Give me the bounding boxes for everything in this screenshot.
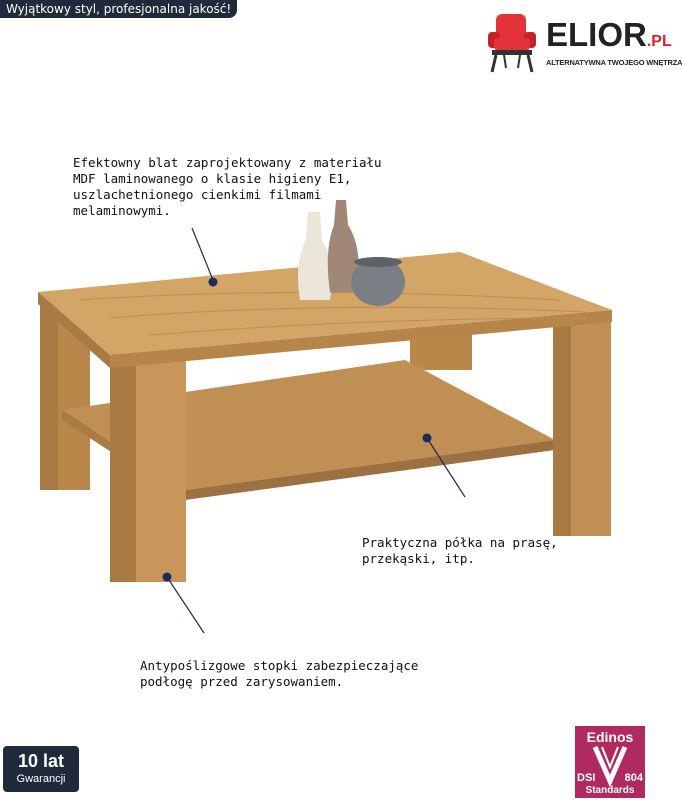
edinos-title: Edinos bbox=[586, 729, 634, 745]
annotation-shelf: Praktyczna półka na prasę, przekąski, itp. bbox=[362, 535, 558, 566]
annotation-tabletop: Efektowny blat zaprojektowany z materiału MDF laminowanego o klasie higieny E1, uszlachetnionego cienkimi filmami melaminowymi. bbox=[73, 155, 382, 218]
logo-brand: ELIOR.PL bbox=[546, 16, 672, 53]
edinos-number: 804 bbox=[624, 772, 643, 784]
warranty-label: Gwarancji bbox=[16, 773, 66, 785]
logo-suffix: .PL bbox=[646, 33, 672, 50]
white-vase bbox=[298, 212, 332, 300]
annotation-feet: Antypoślizgowe stopki zabezpieczające podłogę przed zarysowaniem. bbox=[140, 658, 419, 689]
warranty-years: 10 lat bbox=[17, 751, 65, 771]
edinos-standards: Standards bbox=[585, 785, 635, 796]
warranty-badge bbox=[3, 746, 79, 792]
edinos-dsi: DSI bbox=[577, 772, 596, 784]
promo-banner-text: Wyjątkowy styl, profesjonalna jakość! bbox=[6, 2, 232, 16]
edinos-certificate-badge bbox=[575, 726, 645, 798]
logo-tagline: ALTERNATYWNA TWOJEGO WNĘTRZA bbox=[546, 58, 682, 67]
